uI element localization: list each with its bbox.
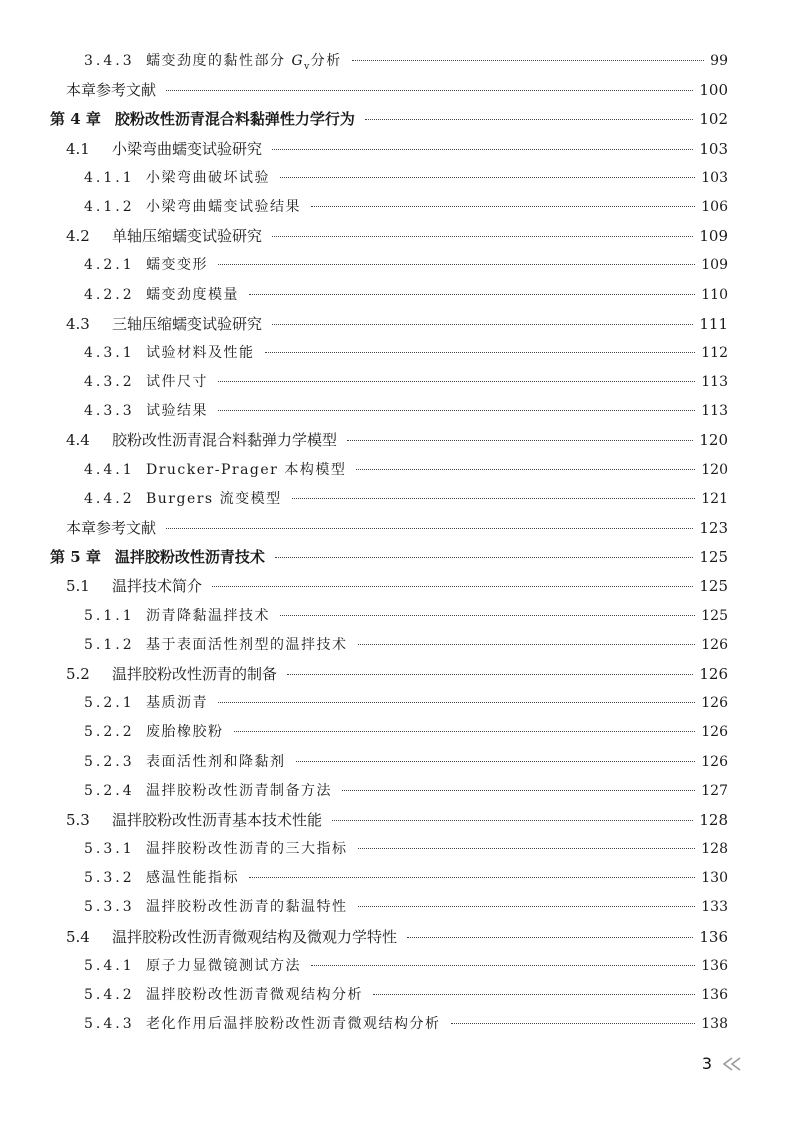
toc-entry-number: 5.4.3 <box>84 1016 135 1033</box>
toc-entry-page: 125 <box>701 607 728 624</box>
toc-section-row[interactable] <box>0 342 790 371</box>
dot-leader <box>272 324 693 325</box>
toc-entry-page: 125 <box>699 548 728 567</box>
toc-entry-number: 3.4.3 <box>84 53 135 69</box>
toc-chapter-row[interactable] <box>0 546 790 575</box>
toc-entry-label <box>84 955 301 975</box>
toc-entry-page: 125 <box>699 577 728 596</box>
toc-entry-label <box>66 429 337 450</box>
toc-entry-label <box>84 196 301 216</box>
toc-entry-title: 试验结果 <box>146 403 208 420</box>
toc-entry-page: 138 <box>701 1016 728 1033</box>
toc-entry-page: 133 <box>701 899 728 916</box>
toc-section-row[interactable] <box>0 254 790 283</box>
page-number: 3 <box>701 1054 712 1073</box>
toc-entry-number: 5.3.2 <box>84 870 135 887</box>
toc-entry-page: 130 <box>701 870 728 887</box>
toc-section-row[interactable] <box>0 429 790 458</box>
toc-entry-title: 温拌胶粉改性沥青的制备 <box>112 664 278 683</box>
toc-section-row[interactable] <box>0 196 790 225</box>
toc-reference-row[interactable] <box>0 79 790 108</box>
dot-leader <box>451 1023 696 1024</box>
toc-entry-number: 4.4.2 <box>84 490 135 507</box>
toc-section-row[interactable] <box>0 138 790 167</box>
toc-entry-number: 4.4.1 <box>84 461 135 478</box>
toc-entry-title: 基于表面活性剂型的温拌技术 <box>146 636 348 653</box>
toc-section-row[interactable] <box>0 488 790 517</box>
toc-entry-label <box>84 50 342 72</box>
dot-leader <box>275 557 693 558</box>
toc-entry-number: 5.2 <box>66 664 90 683</box>
toc-entry-label <box>84 488 282 508</box>
toc-entry-label <box>84 692 208 712</box>
toc-section-row[interactable] <box>0 167 790 196</box>
dot-leader <box>272 236 693 237</box>
toc-entry-page: 136 <box>699 927 728 946</box>
toc-chapter-row[interactable] <box>0 108 790 137</box>
toc-entry-number: 4.2.1 <box>84 257 135 274</box>
toc-entry-title: 三轴压缩蠕变试验研究 <box>112 314 263 333</box>
toc-entry-label <box>66 79 156 100</box>
toc-entry-label <box>84 167 270 187</box>
toc-entry-number: 5.2.1 <box>84 695 135 712</box>
toc-entry-page: 100 <box>699 81 728 100</box>
toc-entry-title: 感温性能指标 <box>146 870 239 887</box>
toc-entry-number: 4.1.1 <box>84 169 135 186</box>
toc-entry-number: 5.1 <box>66 577 90 596</box>
toc-entry-label <box>84 459 346 479</box>
toc-entry-label <box>84 1013 441 1033</box>
dot-leader <box>296 761 696 762</box>
toc-section-row[interactable] <box>0 721 790 750</box>
toc-section-row[interactable] <box>0 225 790 254</box>
toc-entry-number: 5.3.3 <box>84 899 135 916</box>
toc-entry-number: 5.4.1 <box>84 957 135 974</box>
toc-section-row[interactable] <box>0 371 790 400</box>
toc-entry-page: 103 <box>699 139 728 158</box>
toc-section-row[interactable] <box>0 751 790 780</box>
dot-leader <box>265 352 696 353</box>
toc-section-row[interactable] <box>0 809 790 838</box>
toc-entry-label <box>84 371 208 391</box>
toc-entry-title: 温拌胶粉改性沥青制备方法 <box>146 782 332 799</box>
toc-section-row[interactable] <box>0 284 790 313</box>
toc-entry-number: 4.3 <box>66 314 90 333</box>
dot-leader <box>287 674 693 675</box>
dot-leader <box>280 177 695 178</box>
toc-entry-page: 110 <box>701 286 728 303</box>
toc-entry-label <box>66 225 262 246</box>
toc-entry-page: 120 <box>699 431 728 450</box>
toc-entry-label <box>50 108 355 129</box>
toc-entry-title: 蠕变劲度的黏性部分 $G_v$分析 <box>146 53 342 72</box>
toc-entry-label <box>84 896 348 916</box>
toc-entry-page: 123 <box>699 519 728 537</box>
toc-entry-label <box>66 809 322 830</box>
toc-entry-number: 4.1.2 <box>84 198 135 215</box>
toc-entry-page: 109 <box>701 257 728 274</box>
toc-entry-number: 4.1 <box>66 139 90 158</box>
toc-entry-number: 4.3.1 <box>84 344 135 361</box>
toc-section-row[interactable] <box>0 50 790 79</box>
toc-entry-page: 126 <box>701 753 728 770</box>
dot-leader <box>249 294 695 295</box>
toc-entry-number: 5.4.2 <box>84 987 135 1003</box>
toc-entry-title: 试件尺寸 <box>146 374 208 391</box>
toc-section-row[interactable] <box>0 605 790 634</box>
toc-entry-number: 第 5 章 <box>50 548 101 567</box>
toc-entry-title: 表面活性剂和降黏剂 <box>146 753 286 770</box>
toc-entry-page: 136 <box>701 957 728 974</box>
toc-entry-title: 温拌胶粉改性沥青技术 <box>114 548 265 567</box>
dot-leader <box>166 90 693 91</box>
toc-entry-page: 127 <box>701 782 728 799</box>
toc-entry-label <box>84 984 363 1004</box>
toc-entry-title: 试验材料及性能 <box>146 344 255 361</box>
toc-entry-page: 113 <box>701 403 728 420</box>
toc-entry-label <box>84 605 270 625</box>
toc-entry-title: 本章参考文献 <box>66 81 157 100</box>
toc-entry-label <box>50 546 265 567</box>
toc-section-row[interactable] <box>0 663 790 692</box>
toc-entry-page: 126 <box>701 695 728 712</box>
toc-entry-title: 胶粉改性沥青混合料黏弹力学模型 <box>112 431 338 450</box>
toc-section-row[interactable] <box>0 955 790 984</box>
dot-leader <box>352 60 704 61</box>
toc-entry-title: 本章参考文献 <box>66 519 157 537</box>
toc-entry-title: 老化作用后温拌胶粉改性沥青微观结构分析 <box>146 1016 441 1033</box>
dot-leader <box>218 381 695 382</box>
toc-section-row[interactable] <box>0 867 790 896</box>
toc-entry-label <box>84 838 348 858</box>
toc-entry-number: 4.2.2 <box>84 286 135 303</box>
toc-entry-page: 111 <box>699 314 728 333</box>
toc-entry-number: 5.3 <box>66 810 90 829</box>
dot-leader <box>218 410 695 411</box>
toc-entry-number: 5.4 <box>66 927 90 946</box>
dot-leader <box>272 149 693 150</box>
toc-entry-page: 112 <box>701 344 728 361</box>
toc-entry-label <box>84 254 208 274</box>
dot-leader <box>365 119 693 120</box>
toc-entry-page: 103 <box>701 169 728 186</box>
toc-entry-page: 120 <box>701 461 728 478</box>
dot-leader <box>407 937 693 938</box>
toc-section-row[interactable] <box>0 400 790 429</box>
toc-entry-title: 小梁弯曲蠕变试验研究 <box>112 139 263 158</box>
toc-entry-label <box>66 138 262 159</box>
toc-entry-number: 4.3.3 <box>84 403 135 420</box>
toc-entry-page: 136 <box>701 987 728 1003</box>
toc-list <box>0 50 790 1042</box>
toc-section-row[interactable] <box>0 896 790 925</box>
toc-entry-title: 单轴压缩蠕变试验研究 <box>112 227 263 246</box>
toc-entry-label <box>84 780 332 800</box>
toc-entry-page: 113 <box>701 374 728 391</box>
toc-entry-page: 109 <box>699 227 728 246</box>
toc-entry-number: 5.1.1 <box>84 607 135 624</box>
toc-entry-number: 4.3.2 <box>84 374 135 391</box>
dot-leader <box>218 702 695 703</box>
toc-entry-number: 5.3.1 <box>84 841 135 858</box>
toc-entry-label <box>66 313 262 334</box>
toc-entry-number: 4.2 <box>66 227 90 246</box>
toc-section-row[interactable] <box>0 984 790 1013</box>
toc-entry-number: 5.1.2 <box>84 636 135 653</box>
page-footer <box>702 1054 742 1073</box>
toc-entry-title: 废胎橡胶粉 <box>146 724 224 741</box>
toc-entry-page: 126 <box>699 664 728 683</box>
toc-section-row[interactable] <box>0 838 790 867</box>
dot-leader <box>358 644 696 645</box>
toc-entry-label <box>84 284 239 304</box>
dot-leader <box>249 877 695 878</box>
toc-entry-title: 温拌胶粉改性沥青微观结构及微观力学特性 <box>112 927 398 946</box>
toc-entry-label <box>84 634 348 654</box>
toc-entry-title: 温拌胶粉改性沥青的黏温特性 <box>146 899 348 916</box>
toc-entry-label <box>66 517 156 538</box>
dot-leader <box>358 906 696 907</box>
toc-entry-page: 121 <box>701 490 728 507</box>
toc-section-row[interactable] <box>0 634 790 663</box>
toc-entry-title: 温拌胶粉改性沥青的三大指标 <box>146 841 348 858</box>
toc-entry-page: 99 <box>710 53 728 69</box>
toc-section-row[interactable] <box>0 926 790 955</box>
toc-entry-title: 温拌胶粉改性沥青微观结构分析 <box>146 987 363 1003</box>
toc-section-row[interactable] <box>0 780 790 809</box>
toc-entry-title: Burgers 流变模型 <box>146 490 282 507</box>
dot-leader <box>342 790 695 791</box>
toc-entry-label <box>66 663 277 684</box>
toc-entry-label <box>84 342 255 362</box>
toc-entry-label <box>84 867 239 887</box>
dot-leader <box>332 820 693 821</box>
dot-leader <box>280 615 695 616</box>
toc-entry-title: 原子力显微镜测试方法 <box>146 957 301 974</box>
toc-entry-title: 温拌胶粉改性沥青基本技术性能 <box>112 810 323 829</box>
dot-leader <box>311 965 695 966</box>
dot-leader <box>356 469 695 470</box>
toc-entry-label <box>66 926 397 947</box>
dot-leader <box>292 498 696 499</box>
toc-entry-title: 沥青降黏温拌技术 <box>146 607 270 624</box>
toc-section-row[interactable] <box>0 575 790 604</box>
toc-section-row[interactable] <box>0 313 790 342</box>
toc-section-row[interactable] <box>0 1013 790 1042</box>
toc-entry-page: 126 <box>701 724 728 741</box>
toc-section-row[interactable] <box>0 692 790 721</box>
toc-entry-title: Drucker-Prager 本构模型 <box>146 461 347 478</box>
dot-leader <box>358 848 696 849</box>
toc-entry-page: 126 <box>701 636 728 653</box>
dot-leader <box>218 264 695 265</box>
toc-entry-page: 128 <box>701 841 728 858</box>
toc-entry-title: 小梁弯曲蠕变试验结果 <box>146 198 301 215</box>
toc-entry-number: 5.2.4 <box>84 782 135 799</box>
toc-entry-title: 蠕变变形 <box>146 257 208 274</box>
dot-leader <box>234 731 696 732</box>
toc-entry-number: 5.2.3 <box>84 753 135 770</box>
dot-leader <box>347 440 693 441</box>
toc-entry-label <box>66 575 202 596</box>
double-chevron-left-icon <box>722 1057 742 1071</box>
toc-entry-label <box>84 751 286 771</box>
toc-entry-page: 102 <box>699 110 728 129</box>
toc-entry-label <box>84 400 208 420</box>
toc-entry-title: 胶粉改性沥青混合料黏弹性力学行为 <box>114 110 355 129</box>
toc-entry-label <box>84 721 224 741</box>
dot-leader <box>212 586 693 587</box>
dot-leader <box>311 206 695 207</box>
toc-reference-row[interactable] <box>0 517 790 546</box>
toc-section-row[interactable] <box>0 459 790 488</box>
toc-entry-title: 温拌技术简介 <box>112 577 203 596</box>
table-of-contents <box>0 50 790 1042</box>
dot-leader <box>166 528 693 529</box>
toc-entry-number: 第 4 章 <box>50 110 101 129</box>
toc-entry-number: 4.4 <box>66 431 90 450</box>
toc-entry-title: 蠕变劲度模量 <box>146 286 239 303</box>
toc-entry-number: 5.2.2 <box>84 724 135 741</box>
toc-entry-title: 小梁弯曲破坏试验 <box>146 169 270 186</box>
dot-leader <box>373 994 695 995</box>
toc-entry-page: 128 <box>699 810 728 829</box>
toc-entry-title: 基质沥青 <box>146 695 208 712</box>
toc-entry-page: 106 <box>701 198 728 215</box>
